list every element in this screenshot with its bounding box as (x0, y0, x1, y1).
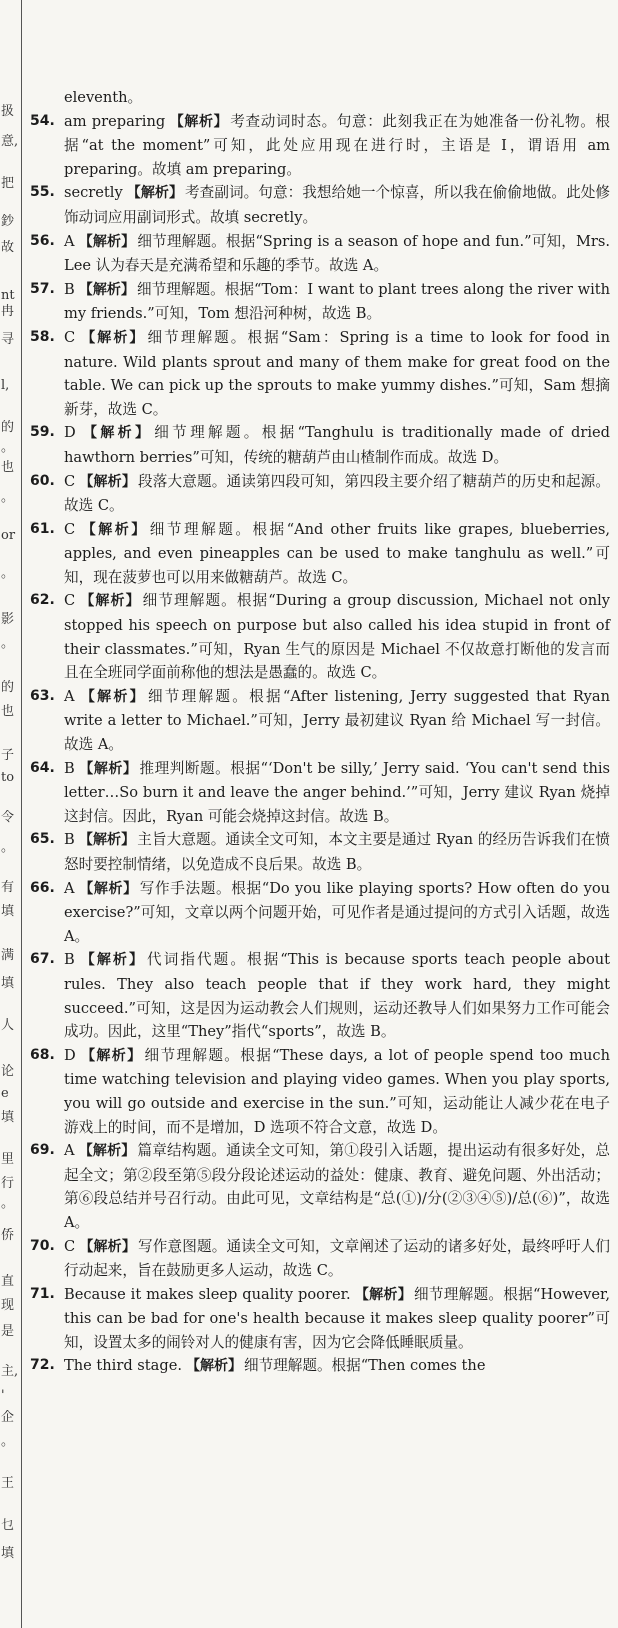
question-number: 64. (30, 759, 55, 776)
margin-fragment: 把 (1, 176, 15, 191)
analysis-text: 细节理解题。根据“During a group discussion, Michael not only stopped his speech on purpose but also called his idea stupid in front of their classmates.”可知，Ryan 生气的原因是 Michael 不仅故意打断他的发言而且在全班同学面前称他的想法是愚蠢的。故选 C。 (64, 592, 611, 682)
margin-fragment: 人 (1, 1018, 15, 1033)
continued-answer: eleventh。 (64, 89, 143, 106)
answer-item (30, 1354, 610, 1379)
margin-fragment: 里 (1, 1152, 15, 1167)
question-number: 55. (30, 184, 55, 201)
answer-body (64, 1283, 610, 1355)
answer-choice: B (64, 831, 75, 849)
answer-item (30, 828, 610, 876)
margin-fragment: 。 (1, 1196, 15, 1211)
question-number: 54. (30, 112, 55, 129)
answer-item (30, 110, 610, 182)
margin-fragment: 。 (1, 636, 15, 651)
answer-body (64, 230, 610, 278)
analysis-text: 考查动词时态。句意：此刻我正在为她准备一份礼物。根据“at the moment”可知，此处应用现在进行时，主语是 I，谓语用 am preparing。故填 am preparing。 (64, 112, 611, 178)
margin-fragment: to (1, 770, 15, 785)
margin-fragment: 企 (1, 1410, 15, 1425)
margin-fragment: 侨 (1, 1228, 15, 1243)
answer-item (30, 518, 610, 590)
margin-fragment: nt (1, 288, 15, 303)
question-number: 60. (30, 472, 55, 489)
margin-fragment: 的 (1, 680, 15, 695)
margin-fragment: 子 (1, 748, 15, 763)
analysis-text: 细节理解题。根据“Sam：Spring is a time to look for food in nature. Wild plants sprout and many of them make for great food on the table. We can pick up the sprouts to make yummy dishes.”可知，Sam 想摘新芽，故选 C。 (64, 328, 610, 418)
analysis-text: 写作意图题。通读全文可知，文章阐述了运动的诸多好处，最终呼吁人们行动起来，旨在鼓励更多人运动，故选 C。 (64, 1237, 610, 1280)
question-number: 56. (30, 232, 55, 249)
answer-items-list (30, 110, 610, 1379)
answer-choice: C (64, 472, 76, 490)
margin-fragment: 满 (1, 948, 15, 963)
analysis-tag: 【解析】 (169, 113, 229, 130)
answer-body (64, 326, 610, 421)
answer-choice: C (64, 1237, 76, 1255)
analysis-text: 段落大意题。通读第四段可知，第四段主要介绍了糖葫芦的历史和起源。故选 C。 (64, 472, 610, 515)
analysis-tag: 【解析】 (78, 1143, 136, 1160)
analysis-text: 主旨大意题。通读全文可知，本文主要是通过 Ryan 的经历告诉我们在愤怒时要控制情绪，以免造成不良后果。故选 B。 (64, 831, 611, 873)
answer-item (30, 757, 610, 829)
margin-fragment: 。 (1, 490, 15, 505)
analysis-tag: 【解析】 (78, 832, 136, 849)
margin-fragment: 故 (1, 240, 15, 255)
question-number: 65. (30, 831, 55, 848)
analysis-tag: 【解析】 (79, 1047, 143, 1064)
question-number: 62. (30, 592, 55, 609)
margin-fragment: 填 (1, 904, 15, 919)
answer-choice: D (64, 1046, 76, 1064)
margin-fragment: 。 (1, 840, 15, 855)
answer-key-content (30, 86, 610, 1379)
analysis-tag: 【解析】 (79, 329, 146, 346)
question-number: 71. (30, 1285, 55, 1302)
answer-body (64, 1354, 610, 1379)
margin-fragment: 。 (1, 566, 15, 581)
margin-fragment: 填 (1, 976, 15, 991)
analysis-tag: 【解析】 (79, 473, 136, 490)
answer-item (30, 230, 610, 278)
analysis-text: 细节理解题。根据“Spring is a season of hope and fun.”可知，Mrs. Lee 认为春天是充满希望和乐趣的季节。故选 A。 (64, 232, 611, 275)
answer-body (64, 1139, 610, 1234)
answer-item (30, 326, 610, 421)
answer-body (64, 757, 610, 829)
margin-fragment: l, (1, 378, 10, 393)
analysis-text: 细节理解题。根据“After listening, Jerry suggested that Ryan write a letter to Michael.”可知，Jerry 最初建议 Ryan 给 Michael 写一封信。故选 A。 (64, 687, 611, 754)
answer-item (30, 1283, 610, 1355)
answer-item (30, 1235, 610, 1283)
analysis-tag: 【解析】 (78, 760, 138, 777)
answer-choice: C (64, 328, 76, 346)
margin-fragment: 论 (1, 1064, 15, 1079)
answer-choice: Because it makes sleep quality poorer. (64, 1285, 351, 1303)
margin-fragment: 是 (1, 1324, 15, 1339)
margin-fragment: or (1, 528, 16, 543)
margin-fragment: 主, (1, 1364, 19, 1379)
margin-fragment: 鈔 (1, 214, 15, 229)
answer-choice: A (64, 687, 75, 705)
answer-item (30, 877, 610, 949)
margin-fragment: 王 (1, 1476, 15, 1491)
margin-fragment: 也 (1, 460, 15, 475)
answer-choice: B (64, 280, 75, 298)
analysis-tag: 【解析】 (78, 281, 135, 298)
margin-fragment: 直 (1, 1274, 15, 1289)
question-number: 72. (30, 1357, 55, 1374)
analysis-text: 细节理解题。根据“Tom：I want to plant trees along the river with my friends.”可知，Tom 想沿河种树，故选 B。 (64, 280, 611, 323)
analysis-text: 细节理解题。根据“Tanghulu is traditionally made of dried hawthorn berries”可知，传统的糖葫芦由山楂制作而成。故选 D。 (64, 424, 611, 466)
analysis-tag: 【解析】 (79, 1238, 136, 1255)
answer-body (64, 948, 610, 1043)
analysis-tag: 【解析】 (79, 521, 148, 538)
answer-item (30, 1044, 610, 1139)
question-number: 57. (30, 280, 55, 297)
answer-body (64, 470, 610, 518)
answer-choice: C (64, 592, 76, 610)
margin-fragment: 扱 (1, 104, 15, 119)
margin-fragment: 行 (1, 1176, 15, 1191)
answer-choice: B (64, 951, 75, 969)
analysis-text: 代词指代题。根据“This is because sports teach people about rules. They also teach people that if they work hard, they might succeed.”可知，这是因为运动教会人们规则，运动还教导人们如果努力工作可能会成功。因此，这里“They”指代“sports”，故选 B。 (64, 951, 611, 1041)
question-number: 63. (30, 687, 55, 704)
margin-fragment: 填 (1, 1110, 15, 1125)
question-number: 59. (30, 424, 55, 441)
answer-choice: D (64, 424, 76, 442)
question-number: 66. (30, 879, 55, 896)
analysis-tag: 【解析】 (79, 425, 153, 442)
margin-fragment: e (1, 1086, 9, 1101)
answer-choice: B (64, 759, 75, 777)
answer-body (64, 1235, 610, 1283)
question-number: 58. (30, 328, 55, 345)
answer-body (64, 877, 610, 949)
margin-fragment: 意, (1, 134, 19, 149)
answer-body (64, 181, 610, 229)
answer-item (30, 1139, 610, 1234)
analysis-text: 考查副词。句意：我想给她一个惊喜，所以我在偷偷地做。此处修饰动词应用副词形式。故填 secretly。 (64, 184, 610, 226)
answer-item (30, 278, 610, 326)
analysis-text: 推理判断题。根据“‘Don't be silly,’ Jerry said. ‘You can't send this letter…So burn it and leave the anger behind.’”可知，Jerry 建议 Ryan 烧掉这封信。因此，Ryan 可能会烧掉这封信。故选 B。 (64, 759, 610, 825)
margin-fragment: 。 (1, 1434, 15, 1449)
answer-choice: A (64, 1142, 75, 1160)
answer-body (64, 421, 610, 469)
margin-fragment: 寻 (1, 332, 15, 347)
margin-fragment: 填 (1, 1546, 15, 1561)
answer-item (30, 589, 610, 684)
answer-body (64, 518, 610, 590)
left-margin-column (0, 0, 22, 1628)
margin-fragment: 也 (1, 704, 15, 719)
analysis-tag: 【解析】 (185, 1358, 242, 1375)
analysis-tag: 【解析】 (126, 185, 184, 202)
question-number: 69. (30, 1142, 55, 1159)
answer-choice: The third stage. (64, 1357, 182, 1375)
analysis-text: 写作手法题。根据“Do you like playing sports? How often do you exercise?”可知，文章以两个问题开始，可见作者是通过提问的方式引入话题，故选 A。 (64, 879, 611, 945)
answer-body (64, 589, 610, 684)
question-number: 70. (30, 1237, 55, 1254)
answer-body (64, 110, 610, 182)
answer-body (64, 1044, 610, 1139)
margin-fragment: 令 (1, 810, 15, 825)
margin-fragment: 有 (1, 880, 15, 895)
question-number: 68. (30, 1046, 55, 1063)
analysis-tag: 【解析】 (79, 593, 141, 610)
analysis-tag: 【解析】 (78, 233, 136, 250)
analysis-tag: 【解析】 (78, 880, 138, 897)
answer-choice: C (64, 520, 76, 538)
margin-fragment: 影 (1, 612, 15, 627)
answer-choice: secretly (64, 184, 123, 202)
answer-item (30, 421, 610, 469)
answer-item (30, 685, 610, 757)
analysis-tag: 【解析】 (78, 952, 146, 969)
analysis-text: 细节理解题。根据“These days, a lot of people spend too much time watching television and playing video games. When you play sports, you will go outside and exercise in the sun.”可知，运动能让人减少花在电子游戏上的时间，而不是增加，D 选项不符合文意，故选 D。 (64, 1046, 610, 1136)
analysis-text: 细节理解题。根据“Then comes the (243, 1357, 486, 1375)
answer-item (30, 470, 610, 518)
answer-body (64, 685, 610, 757)
analysis-text: 细节理解题。根据“And other fruits like grapes, blueberries, apples, and even pineapples can be used to make tanghulu as well.”可知，现在菠萝也可以用来做糖葫芦。故选 C。 (64, 520, 610, 586)
question-number: 61. (30, 520, 55, 537)
analysis-tag: 【解析】 (354, 1286, 412, 1303)
answer-item (30, 948, 610, 1043)
margin-fragment: 的 (1, 420, 15, 435)
analysis-text: 细节理解题。根据“However, this can be bad for one's health because it makes sleep quality poorer”可知，设置太多的闹铃对人的健康有害，因为它会降低睡眠质量。 (64, 1285, 610, 1351)
answer-body (64, 828, 610, 876)
margin-fragment: 冉 (1, 304, 15, 319)
question-number: 67. (30, 951, 55, 968)
answer-choice: A (64, 232, 75, 250)
margin-fragment: 乜 (1, 1518, 15, 1533)
answer-body (64, 278, 610, 326)
analysis-text: 篇章结构题。通读全文可知，第①段引入话题，提出运动有很多好处，总起全文；第②段至第⑤段分段论述运动的益处：健康、教育、避免问题、外出活动；第⑥段总结并号召行动。由此可见，文章结构是“总(①)/分(②③④⑤)/总(⑥)”，故选 A。 (64, 1142, 610, 1231)
analysis-tag: 【解析】 (78, 688, 146, 705)
answer-item (30, 181, 610, 229)
margin-fragment: ' (1, 1388, 5, 1403)
answer-choice: am preparing (64, 112, 166, 130)
answer-choice: A (64, 879, 75, 897)
margin-fragment: 现 (1, 1298, 15, 1313)
margin-fragment: 。 (1, 440, 15, 455)
